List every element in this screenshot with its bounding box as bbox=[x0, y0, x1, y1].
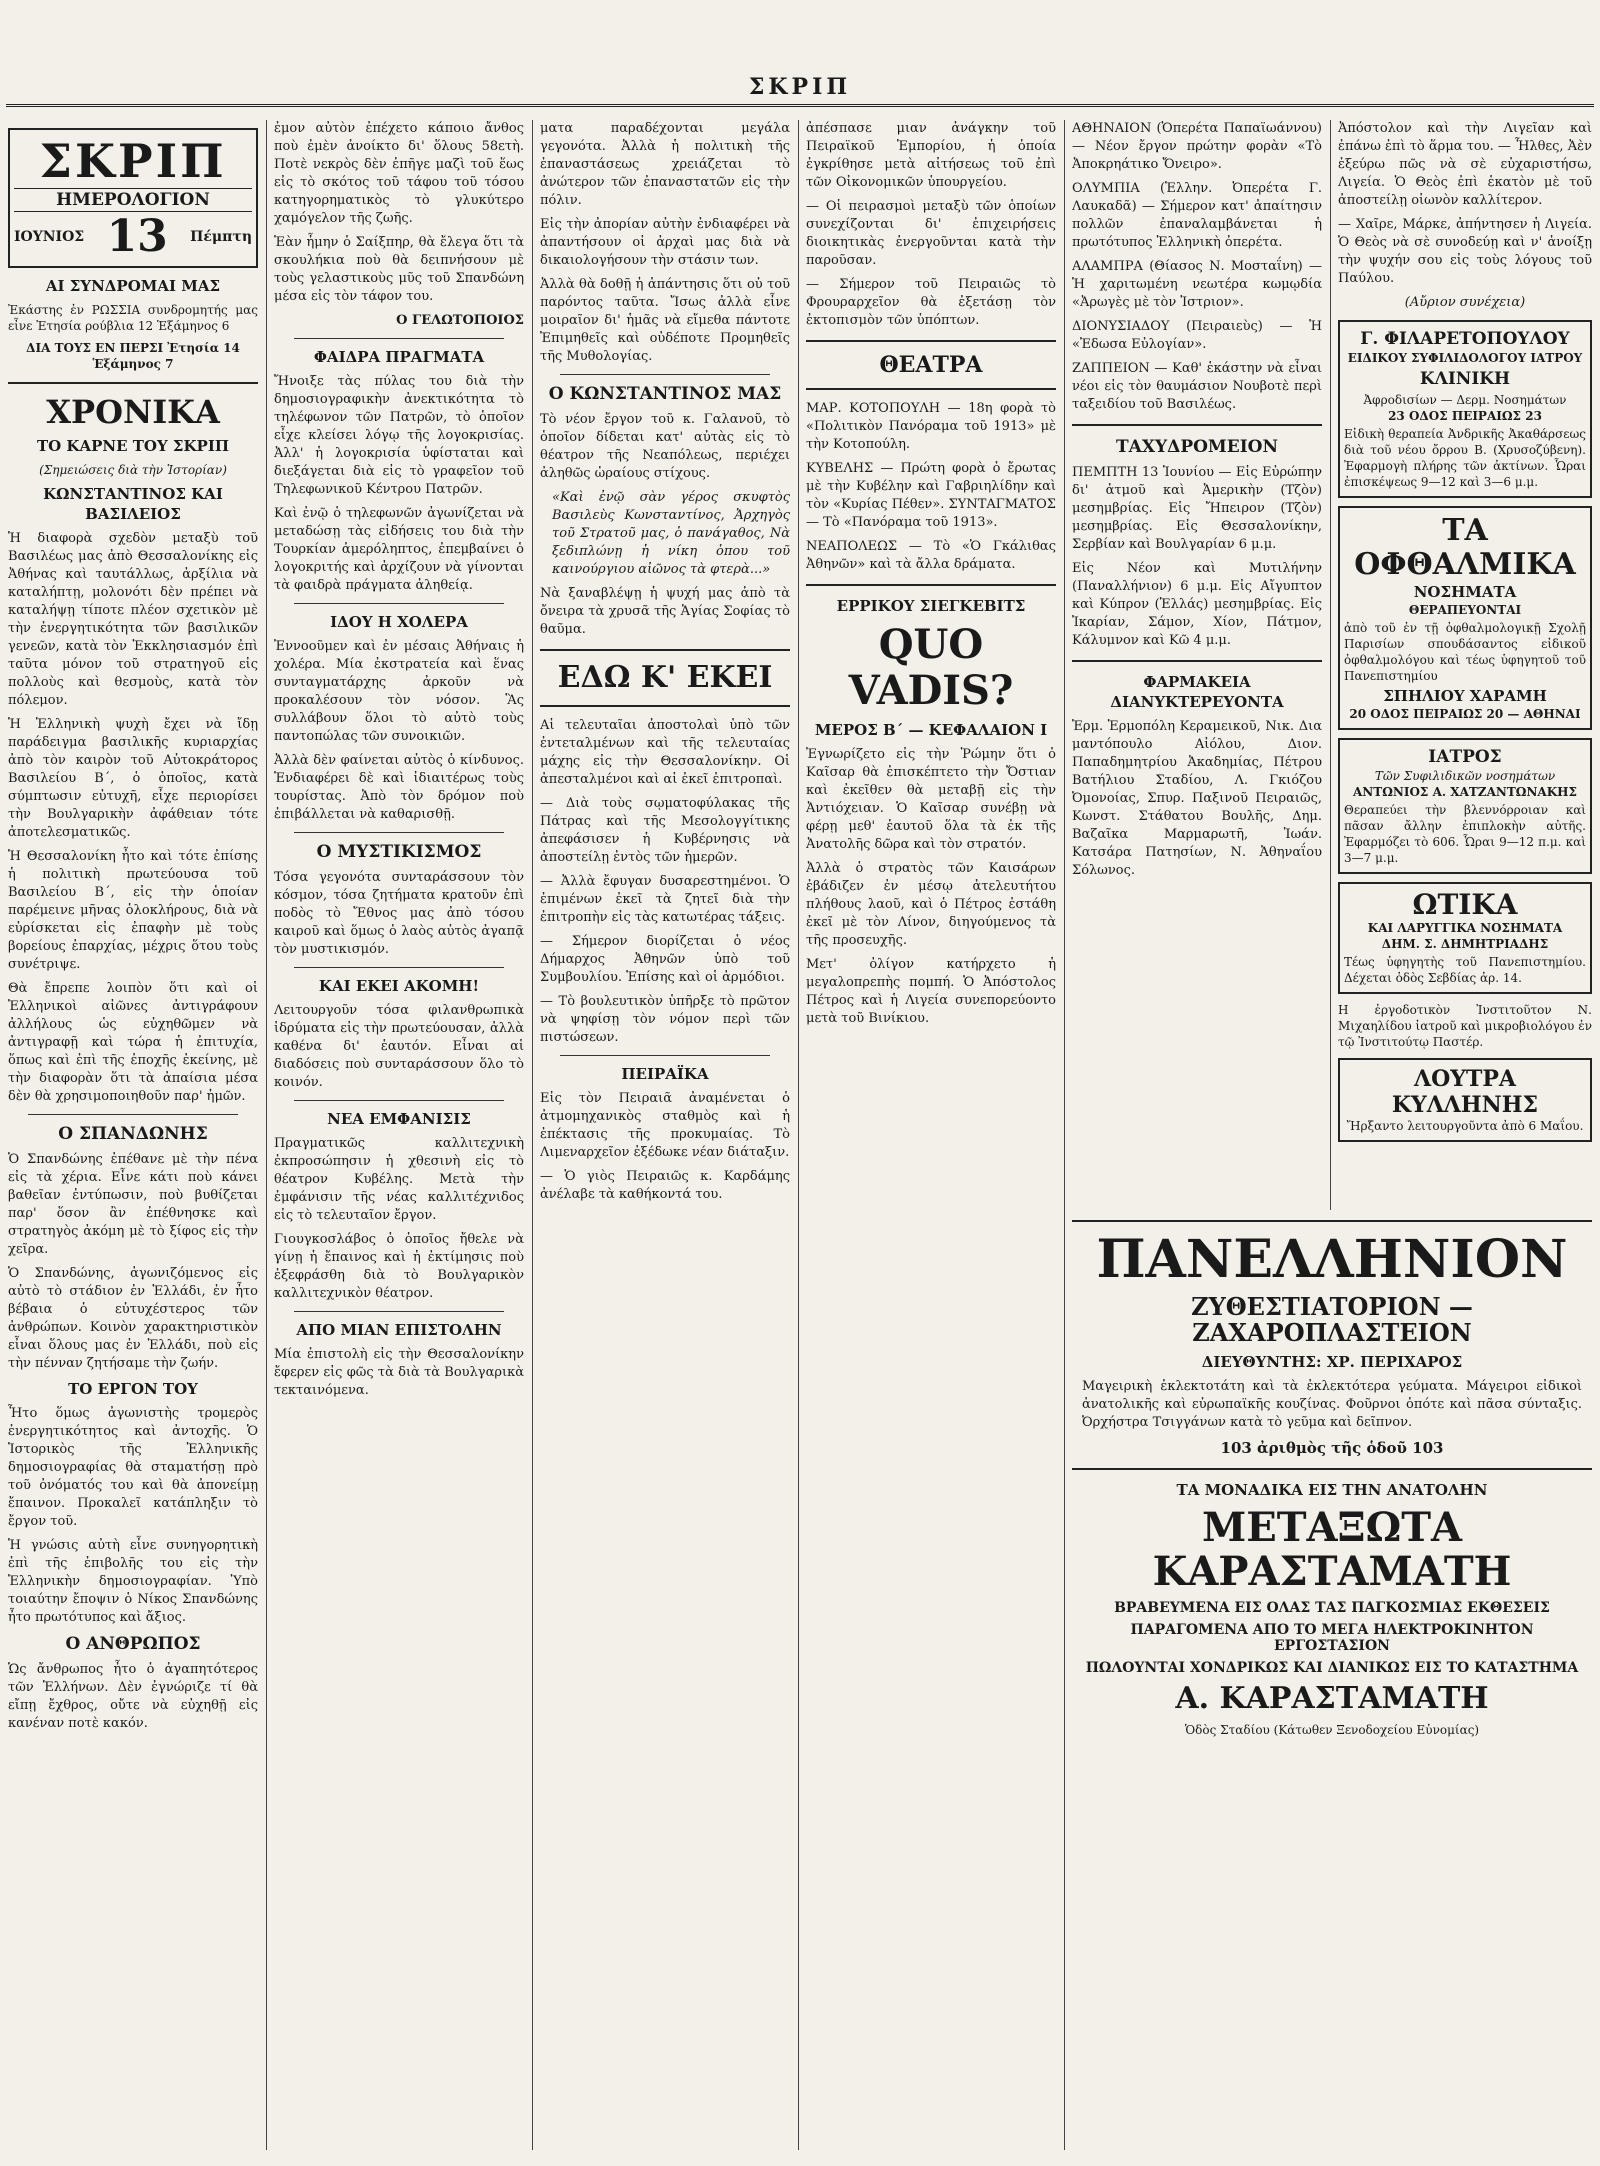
divider bbox=[294, 1311, 504, 1312]
anthropos-heading: Ο ΑΝΘΡΩΠΟΣ bbox=[65, 1634, 201, 1654]
chronika-heading: ΧΡΟΝΙΚΑ bbox=[46, 393, 220, 431]
ad-name: ΔΗΜ. Σ. ΔΗΜΗΤΡΙΑΔΗΣ bbox=[1381, 937, 1549, 951]
peiraika-heading: ΠΕΙΡΑΪΚΑ bbox=[621, 1065, 709, 1083]
column-divider bbox=[532, 120, 533, 2150]
akomi-heading: ΚΑΙ ΕΚΕΙ ΑΚΟΜΗ! bbox=[318, 977, 480, 995]
paragraph: Νὰ ξαναβλέψῃ ἡ ψυχή μας ἀπὸ τὰ ὄνειρα τὰ χρυσᾶ τῆς Ἁγίας Σοφίας τὸ θαῦμα. bbox=[540, 586, 790, 637]
paragraph: ΑΛΑΜΠΡΑ (Θίασος Ν. Μοσταΐνη) — Ἡ χαριτωμένη νεωτέρα κωμῳδία «Ἀρωγὲς μὲ τὸν Ἰστριον». bbox=[1072, 259, 1322, 310]
paragraph: Ἐὰν ἦμην ὁ Σαίξπηρ, θὰ ἔλεγα ὅτι τὰ σκουλήκια ποὺ θὰ δειπνήσουν μὲ τοὺς γελαστικοὺς μῦς τοῦ Σπανδώνη μέσα εἰς τὸν τάφον του. bbox=[274, 235, 524, 304]
paragraph: Τόσα γεγονότα συνταράσσουν τὸν κόσμον, τόσα ζητήματα κρατοῦν ἐπὶ ποδὸς τὸ Ἔθνος μας ἀπὸ τόσου καιροῦ καὶ ὅμως ὁ λαὸς αὐτὸς ἀγαπᾷ τὸν μυστικισμόν. bbox=[274, 870, 524, 957]
paragraph: Ἀπόστολον καὶ τὴν Λιγεῖαν καὶ ἐπάνω ἐπὶ τὸ ἅρμα του. — Ἦλθες, Ἀὲν ἐξεύρω πῶς νὰ σὲ εὐχαριστήσω, Λιγεία. Ὁ Θεὸς ἐπὶ ἑκατὸν μὲ τοῦ ἀποστείλῃ οἰωνὸν καλλίτερον. bbox=[1338, 121, 1592, 208]
subscriptions-abroad: ΔΙΑ ΤΟΥΣ ΕΝ ΠΕΡΣΙ Ἐτησία 14 Ἑξάμηνος 7 bbox=[26, 341, 240, 371]
quo-vadis-part: ΜΕΡΟΣ Β΄ — ΚΕΦΑΛΑΙΟΝ Ι bbox=[814, 721, 1048, 739]
karastamati-heading: ΤΑ ΜΟΝΑΔΙΚΑ ΕΙΣ ΤΗΝ ΑΝΑΤΟΛΗΝ bbox=[1176, 1481, 1488, 1499]
month: ΙΟΥΝΙΟΣ bbox=[14, 229, 85, 245]
karastamati-line3: ΠΩΛΟΥΝΤΑΙ ΧΟΝΔΡΙΚΩΣ ΚΑΙ ΔΙΑΝΙΚΩΣ ΕΙΣ ΤΟ ΚΑΤΑΣΤΗΜΑ bbox=[1085, 1660, 1579, 1676]
paper-title: ΣΚΡΙΠ bbox=[39, 134, 227, 188]
weekday: Πέμπτη bbox=[190, 229, 252, 245]
paragraph: ἀπέσπασε μιαν ἀνάγκην τοῦ Πειραϊκοῦ Ἐμπορίου, ἡ ὁποία ἐγκρίθησε μετὰ αἰτήσεως τοῦ ἐπὶ τῶν Οἰκονομικῶν ὑπουργείου. bbox=[806, 121, 1056, 190]
divider bbox=[294, 603, 504, 604]
paragraph: ἐμον αὐτὸν ἐπέχετο κάποιο ἄνθος ποὺ ἐμὲν ἀνοίκτο δι' ὅλους 58ετὴ. Ποτὲ νεκρὸς δὲν ἐπῆγε μαζὶ τοῦ ἕως εἰς τὸ σκότος τοῦ τάφου τοῦ τόσου κατηγορηματικὸς τὸ γλυκύτερο χαμόγελον τῆς ζωῆς. bbox=[274, 121, 524, 226]
ad-text: Θεραπεύει τὴν βλεννόρροιαν καὶ πᾶσαν ἄλλην ἐπιπλοκὴν αὐτῆς. Ἐφαρμόζει τὸ 606. Ὧραι 9—12 π.μ. καὶ 3—7 μ.μ. bbox=[1344, 803, 1586, 865]
paragraph: Λειτουργοῦν τόσα φιλανθρωπικὰ ἱδρύματα εἰς τὴν πρωτεύουσαν, ἀλλὰ καθένα δι' ἑαυτόν. Εἶναι αἱ διαδόσεις ποὺ συνταράσσουν ὅλο τὸ κοινόν. bbox=[274, 1003, 524, 1090]
panellinion-title: ΠΑΝΕΛΛΗΝΙΟΝ bbox=[1096, 1229, 1568, 1290]
divider bbox=[294, 967, 504, 968]
paragraph: — Τὸ βουλευτικὸν ὑπῆρξε τὸ πρῶτον νὰ ψηφίσῃ τὸν νόμον περὶ τῶν πιστώσεων. bbox=[540, 994, 790, 1045]
karastamati-sign: Α. ΚΑΡΑΣΤΑΜΑΤΗ bbox=[1175, 1681, 1489, 1716]
paragraph: Θὰ ἔπρεπε λοιπὸν ὅτι καὶ οἱ Ἑλληνικοὶ αἰῶνες ἀντιγράφουν ἀλλήλους ὡς εὐχηθῶμεν νὰ ἀντιγραφῇ καὶ τώρα ἡ ἐπιτυχία, ὅπως καὶ ἐπὶ τῆς ἐποχῆς ἐκείνης, μὲ τὴν διαφορὰν ὅτι τὰ ἀπαίσια μέσα δὲν θὰ χρησιμοποιηθοῦν παρ' ἡμῶν. bbox=[8, 981, 258, 1104]
ad-clinic: ΚΛΙΝΙΚΗ bbox=[1419, 369, 1511, 389]
panellinion-address: 103 ἀριθμὸς τῆς ὁδοῦ 103 bbox=[1220, 1439, 1444, 1457]
paragraph: Ἡ διαφορὰ σχεδὸν μεταξὺ τοῦ Βασιλέως μας ἀπὸ Θεσσαλονίκης εἰς Ἀθήνας καὶ ταυτάλλως, ἀρξίλια νὰ καταλήπτῃ, μολονότι δὲν πρέπει νὰ καταλήψῃ τίποτε πλέον σχετικὸν μὲ τὴν ἐνεργητικότητα τῶν βασιλικῶν γενεῶν, κατὰ τὸν Ἐκκλησιασμόν ἐπὶ ταῦτα μόνον τοῦ στρατηγοῦ εἰς πολλοὺς καὶ θεσμοὺς, κατὰ τὸν πόλεμον. bbox=[8, 531, 258, 708]
ad-address: 23 ΟΔΟΣ ΠΕΙΡΑΙΩΣ 23 bbox=[1388, 409, 1542, 423]
column-3 bbox=[540, 120, 790, 2150]
paragraph: Ἀλλὰ δὲν φαίνεται αὐτὸς ὁ κίνδυνος. Ἐνδιαφέρει δὲ καὶ ἰδιαιτέρως τοὺς τουρίστας. Ἀπὸ τὸν δρόμον ποὺ ἐπιβάλλεται νὰ καθαρισθῇ. bbox=[274, 753, 524, 822]
divider bbox=[806, 388, 1056, 390]
ad-filaretopoulou bbox=[1338, 320, 1592, 498]
skrip-calendar-box bbox=[8, 128, 258, 268]
paragraph: Μία ἐπιστολὴ εἰς τὴν Θεσσαλονίκην ἔφερεν εἰς φῶς τὰ διὰ τὰ Βουλγαρικὰ τεκταινόμενα. bbox=[274, 1347, 524, 1398]
paragraph: Πραγματικῶς καλλιτεχνικὴ ἐκπροσώπησιν ἡ χθεσινὴ εἰς τὸ θέατρον Κυβέλης. Μετὰ τὴν ἐμφάνισιν τῆς νέας καλλιτέχνιδος εἰς τὸ τελευταῖον ἔργον. bbox=[274, 1136, 524, 1223]
signature: Ο ΓΕΛΩΤΟΠΟΙΟΣ bbox=[396, 313, 524, 328]
paragraph: Ἑρμ. Ἑρμοπόλη Κεραμεικοῦ, Νικ. Δια μαντόπουλο Αἰόλου, Διον. Παπαδημητρίου Ἀκαδημίας, Πέτρου Βατήλιου Σταδίου, Λ. Γκιόζου Ὀμονοίας, Σπυρ. Παξινοῦ Πειραιῶς, Κωνστ. Στάθατου Βουλῆς, Δημ. Βαζαῖκα Μαρμαρωτῆ, Ἰωάν. Κατσάρα Πατησίων, Ν. Ἀθηναΐου Σόλωνος. bbox=[1072, 719, 1322, 878]
ad-sub: Τῶν Συφιλιδικῶν νοσημάτων bbox=[1374, 769, 1556, 783]
column-1 bbox=[8, 120, 258, 2150]
paragraph: Ἡ γνώσις αὐτὴ εἶνε συνηγορητικὴ ἐπὶ τῆς ἐπιβολῆς του εἰς τὴν Ἑλληνικὴν δημοσιογραφίαν. Ὑπὸ τοιαύτην ἔποψιν ὁ Νίκος Σπανδώνης ἦτο πρωτότυπος καὶ ἄξιος. bbox=[8, 1538, 258, 1625]
ad-address: 20 ΟΔΟΣ ΠΕΙΡΑΙΩΣ 20 — ΑΘΗΝΑΙ bbox=[1349, 707, 1581, 721]
nea-heading: ΝΕΑ ΕΜΦΑΝΙΣΙΣ bbox=[327, 1110, 471, 1128]
paragraph: ΔΙΟΝΥΣΙΑΔΟΥ (Πειραιεὺς) — Ἡ «Ἐδωσα Εὐλογίαν». bbox=[1072, 319, 1322, 352]
paragraph: — Σήμερον τοῦ Πειραιῶς τὸ Φρουραρχεῖον θὰ ἐξετάσῃ τὸν ἐκτοπισμὸν τῶν ὑπόπτων. bbox=[806, 277, 1056, 328]
paragraph: ΟΛΥΜΠΙΑ (Ἑλλην. Ὀπερέτα Γ. Λαυκαδᾶ) — Σήμερον κατ' ἀπαίτησιν πολλῶν ἐπαναλαμβάνεται ἡ πρωτότυπος Ἑλληνικὴ ὀπερέτα. bbox=[1072, 181, 1322, 250]
karastamati-line1: ΒΡΑΒΕΥΜΕΝΑ ΕΙΣ ΟΛΑΣ ΤΑΣ ΠΑΓΚΟΣΜΙΑΣ ΕΚΘΕΣΕΙΣ bbox=[1114, 1600, 1550, 1616]
paragraph: — Ὁ γιὸς Πειραιῶς κ. Καρδάμης ἀνέλαβε τὰ καθήκοντά του. bbox=[540, 1169, 790, 1202]
ergo-heading: ΤΟ ΕΡΓΟΝ ΤΟΥ bbox=[68, 1380, 198, 1398]
edo-kekei-heading: ΕΔΩ Κ' ΕΚΕΙ bbox=[557, 660, 773, 695]
ad-name: ΣΠΗΛΙΟΥ ΧΑΡΑΜΗ bbox=[1383, 687, 1547, 705]
ad-loutra bbox=[1338, 1058, 1592, 1142]
paragraph: — Σήμερον διορίζεται ὁ νέος Δήμαρχος Ἀθηνῶν ὑπὸ τοῦ Συμβουλίου. Ἐπίσης καὶ οἱ ἀρμόδιοι. bbox=[540, 934, 790, 985]
karastamati-address: Ὁδὸς Σταδίου (Κάτωθεν Ξενοδοχείου Εὐνομίας) bbox=[1184, 1723, 1480, 1737]
paragraph: ΚΥΒΕΛΗΣ — Πρώτη φορὰ ὁ ἔρωτας μὲ τὴν Κυβέλην καὶ Γαβριηλίδην καὶ τὸν «Κυρίας Πέθεν». ΣΥΝΤΑΓΜΑΤΟΣ — Τὸ «Πανόραμα τοῦ 1913». bbox=[806, 461, 1056, 530]
paragraph: ΜΑΡ. ΚΟΤΟΠΟΥΛΗ — 18η φορὰ τὸ «Πολιτικὸν Πανόραμα τοῦ 1913» μὲ τὴν Κοτοπούλη. bbox=[806, 401, 1056, 452]
ad-sub: ΝΟΣΗΜΑΤΑ bbox=[1413, 583, 1517, 601]
ad-name: ΑΝΤΩΝΙΟΣ Α. ΧΑΤΖΑΝΤΩΝΑΚΗΣ bbox=[1353, 785, 1577, 799]
paragraph: Μετ' ὀλίγον κατήρχετο ἡ μεγαλοπρεπὴς πομπή. Ὁ Ἀπόστολος Πέτρος καὶ ἡ Λιγεία συνεπορεύοντο μετὰ τοῦ Βινίκιου. bbox=[806, 957, 1056, 1026]
ad-sub: Ἀφροδισίων — Δερμ. Νοσημάτων bbox=[1363, 393, 1567, 407]
subscriptions-text: Ἐκάστης ἐν ΡΩΣΣΙΑ συνδρομητής μας εἶνε Ἐτησία ρούβλια 12 Ἑξάμηνος 6 bbox=[8, 303, 258, 333]
column-divider bbox=[798, 120, 799, 2150]
divider bbox=[1072, 424, 1322, 426]
bottom-ads bbox=[1072, 1210, 1592, 2150]
paragraph: Ἐννοοῦμεν καὶ ἐν μέσαις Ἀθήναις ἡ χολέρα. Μία ἐκστρατεία καὶ ἕνας συνταγματάρχης ἀρκοῦν νὰ προκαλέσουν τὸν νόσον. Ἃς συλλάβουν ὅλοι τὸ αὐτὸ τοὺς παντοπώλας τῶν συνοικιῶν. bbox=[274, 639, 524, 744]
divider bbox=[806, 340, 1056, 342]
column-divider bbox=[1064, 120, 1065, 2150]
divider bbox=[540, 649, 790, 651]
xolera-heading: ΙΔΟΥ Η ΧΟΛΕΡΑ bbox=[330, 613, 468, 631]
paragraph: ΠΕΜΠΤΗ 13 Ἰουνίου — Εἰς Εὐρώπην δι' ἀτμοῦ καὶ Ἀμερικὴν (Τζὸν) μεσημβρίας. Εἰς Ἤπειρον (Τζὸν) μεσημβρίας. Εἰς Θεσσαλονίκην, Σερβίαν καὶ Βουλγαρίαν 6 μ.μ. bbox=[1072, 465, 1322, 552]
paragraph: Ὁ Σπανδώνης, ἀγωνιζόμενος εἰς αὐτὸ τὸ στάδιον ἐν Ἑλλάδι, ἐν ἦτο βέβαια ὁ εὐτυχέστερος τῶν ἀνθρώπων. Κοινὸν χαρακτηριστικὸν εἶναι ὅλους μας ἐν Ἑλλάδι, ποὺ εἰς τὴν πένναν ζητήσαμε τὴν ζωήν. bbox=[8, 1266, 258, 1371]
paragraph: Τὸ νέον ἔργον τοῦ κ. Γαλανοῦ, τὸ ὁποῖον δίδεται κατ' αὐτὰς εἰς τὸ θέατρον τῆς Νεαπόλεως, περιέχει ἀληθῶς ὡραίους στίχους. bbox=[540, 412, 790, 481]
paragraph: Εἰς τὸν Πειραιᾶ ἀναμένεται ὁ ἀτμομηχανικὸς σταθμὸς καὶ ἡ ἐπέκτασις τῆς προκυμαίας. Τὸ Λιμεναρχεῖον ἐξέδωκε νέαν διάταξιν. bbox=[540, 1091, 790, 1160]
paragraph: Ἡ Θεσσαλονίκη ἦτο καὶ τότε ἐπίσης ἡ πολιτικὴ πρωτεύουσα τοῦ Βασιλείου Β΄, εἰς τὴν ὁποίαν παρέμεινε μῆνας ὁλοκλήρους, διὰ νὰ εὑρίσκεται εἰς ἐπαφὴν μὲ τοὺς βορείους ἐπαρχίας, μέχρις ὅτου τοὺς συνέτριψε. bbox=[8, 849, 258, 972]
divider bbox=[1072, 1468, 1592, 1470]
ad-title: ΛΟΥΤΡΑ ΚΥΛΛΗΝΗΣ bbox=[1391, 1066, 1539, 1118]
paragraph: ΝΕΑΠΟΛΕΩΣ — Τὸ «Ὁ Γκάλιθας Ἀθηνῶν» καὶ τὰ ἄλλα δράματα. bbox=[806, 539, 1056, 572]
divider bbox=[294, 1100, 504, 1101]
ad-otika bbox=[1338, 882, 1592, 994]
day-number: 13 bbox=[106, 211, 168, 262]
paragraph: Ἀλλὰ θὰ δοθῇ ἡ ἀπάντησις ὅτι οὐ τοῦ παρόντος ταῦτα. Ἴσως ἀλλὰ εἶνε μοιραῖον δι' ἡμᾶς νὰ εἴμεθα πάντοτε Ἐπιμηθεῖς καὶ οὐδέποτε Προμηθεῖς τῆς Μυθολογίας. bbox=[540, 277, 790, 364]
paragraph: Ἀλλὰ ὁ στρατὸς τῶν Καισάρων ἐβάδιζεν ἐν μέσῳ ἀτελευτήτου πλήθους λαοῦ, καὶ ὁ Πέτρος ἐστάθη ἐκεῖ μὲ τὸν Λίνον, διηγούμενος τὰ τῆς προσευχῆς. bbox=[806, 861, 1056, 948]
ad-text: Ἤρξαντο λειτουργοῦντα ἀπὸ 6 Μαΐου. bbox=[1346, 1119, 1584, 1133]
karne-subtitle: (Σημειώσεις διὰ τὴν Ἱστορίαν) bbox=[39, 463, 227, 477]
ad-name: Γ. ΦΙΛΑΡΕΤΟΠΟΥΛΟΥ bbox=[1360, 329, 1570, 349]
divider bbox=[294, 832, 504, 833]
divider bbox=[560, 1055, 770, 1056]
paragraph: Ὁ Σπανδώνης ἐπέθανε μὲ τὴν πένα εἰς τὰ χέρια. Εἶνε κάτι ποὺ κάνει βαθεῖαν ἐντύπωσιν, ποὺ βυθίζεται παρ' ὅσον ἂν ἐπέθνησκε καὶ στρατηγὸς ἀκόμη μὲ τὸ ξίφος εἰς τὴν χεῖρα. bbox=[8, 1152, 258, 1257]
divider bbox=[294, 338, 504, 339]
paragraph: Καὶ ἐνῷ ὁ τηλεφωνῶν ἀγωνίζεται νὰ μεταδώσῃ τὰς εἰδήσεις του διὰ τὴν Τουρκίαν ἀμερόληπτος, ἐπεμβαίνει ὁ λογοκριτής καὶ ἀρχίζουν νὰ γίνονται τὰ φαιδρὰ πράγματα ἀληθείᾳ. bbox=[274, 506, 524, 593]
ad-ophthalmika bbox=[1338, 506, 1592, 730]
ad-title: ΙΑΤΡΟΣ bbox=[1428, 747, 1502, 767]
column-2 bbox=[274, 120, 524, 2150]
quo-vadis-author: ΕΡΡΙΚΟΥ ΣΙΕΓΚΕΒΙΤΣ bbox=[836, 597, 1026, 615]
pharmacies-heading: ΦΑΡΜΑΚΕΙΑ ΔΙΑΝΥΚΤΕΡΕΥΟΝΤΑ bbox=[1110, 673, 1284, 711]
ad-title: ΤΑ ΟΦΘΑΛΜΙΚΑ bbox=[1354, 513, 1576, 582]
ad-institute: Η ἐργοδοτικὸν Ἰνστιτοῦτον Ν. Μιχαηλίδου ἰατροῦ καὶ μικροβιολόγου ἐν τῷ Ἰνστιτούτῳ Παστέρ. bbox=[1338, 1003, 1592, 1049]
divider bbox=[560, 374, 770, 375]
panellinion-director: ΔΙΕΥΘΥΝΤΗΣ: ΧΡ. ΠΕΡΙΧΑΡΟΣ bbox=[1201, 1353, 1463, 1371]
paragraph: Ἦτο ὅμως ἀγωνιστὴς τρομερὸς ἐνεργητικότητος καὶ ἀντοχῆς. Ὁ Ἱστορικὸς τῆς Ἑλληνικῆς δημοσιογραφίας θὰ σταματήσῃ πρὸ τοῦ ὀνόματός του καὶ θὰ ἀπονείμῃ ἔπαινον. Προκαλεῖ κατάπληξιν τὸ ἔργον τοῦ. bbox=[8, 1406, 258, 1529]
divider bbox=[28, 1114, 238, 1115]
epistoli-heading: ΑΠΟ ΜΙΑΝ ΕΠΙΣΤΟΛΗΝ bbox=[296, 1321, 502, 1339]
column-divider bbox=[266, 120, 267, 2150]
mystikismos-heading: Ο ΜΥΣΤΙΚΙΣΜΟΣ bbox=[316, 842, 482, 862]
ad-sub: ΚΑΙ ΛΑΡΥΓΓΙΚΑ ΝΟΣΗΜΑΤΑ bbox=[1367, 921, 1563, 935]
panellinion-text: Μαγειρικὴ ἐκλεκτοτάτη καὶ τὰ ἐκλεκτότερα γεύματα. Μάγειροι εἰδικοὶ ἀνατολικῆς καὶ εὐρωπαϊκῆς κουζίνας. Φοῦρνοι ὁπότε καὶ πᾶσα σύνταξις. Ὀρχήστρα Τσιγγάνων κατὰ τὸ γεῦμα καὶ δεῖπνον. bbox=[1082, 1379, 1582, 1430]
spandonis-heading: Ο ΣΠΑΝΔΩΝΗΣ bbox=[58, 1124, 208, 1144]
karne-heading: ΤΟ ΚΑΡΝΕ ΤΟΥ ΣΚΡΙΠ bbox=[36, 437, 230, 455]
paragraph: ματα παραδέχονται μεγάλα γεγονότα. Ἀλλὰ ἡ πολιτικὴ τῆς ἐπαναστάσεως χρειάζεται τὸ ἀνώτερον τῶν ἐπαναστατῶν εἰς τὴν πόλιν. bbox=[540, 121, 790, 208]
paragraph: — Χαῖρε, Μάρκε, ἀπήντησεν ἡ Λιγεία. Ὁ Θεὸς νὰ σὲ συνοδεύῃ καὶ ν' ἀνοίξῃ τὴν ψυχήν σου εἰς τοὺς λόγους τοῦ Παύλου. bbox=[1338, 217, 1592, 286]
ad-text: Τέως ὑφηγητὴς τοῦ Πανεπιστημίου. Δέχεται ὁδὸς Σεβδίας ἀρ. 14. bbox=[1344, 955, 1586, 985]
paragraph: Εἰς Νέον καὶ Μυτιλήνην (Παναλλήνιον) 6 μ.μ. Εἰς Αἴγυπτον καὶ Κύπρον (Ἑλλάς) μεσημβρίας. Εἰς Ἰκαρίαν, Σάμον, Χίον, Πάτμον, Κάλυμνον καὶ Κῶ 4 μ.μ. bbox=[1072, 561, 1322, 648]
poem: «Καὶ ἐνῷ σὰν γέρος σκυφτὸς Βασιλεὺς Κωνσταντίνος, Ἀρχηγὸς τοῦ Στρατοῦ μας, ὁ πανάγαθος, Νὰ ξεδιπλώνῃ ἡ νίκη ὁπου τοῦ καινούργιου αἰῶνος τὰ φτερὰ...» bbox=[552, 490, 790, 577]
paragraph: Ἐγνωρίζετο εἰς τὴν Ῥώμην ὅτι ὁ Καῖσαρ θὰ ἐπισκέπτετο τὴν Ὄστιαν καὶ ἐκεῖθεν θὰ μεταβῇ εἰς τὴν Ἀντιόχειαν. Ὁ Καῖσαρ συνέβῃ νὰ φέρῃ μεθ' ἑαυτοῦ ὅλα τὰ ἐκ τῆς Ἀνατολῆς δῶρα καὶ τὸν στρατόν. bbox=[806, 747, 1056, 852]
panellinion-subtitle: ΖΥΘΕΣΤΙΑΤΟΡΙΟΝ — ΖΑΧΑΡΟΠΛΑΣΤΕΙΟΝ bbox=[1191, 1292, 1473, 1347]
ad-role: ΕΙΔΙΚΟΥ ΣΥΦΙΛΙΔΟΛΟΓΟΥ ΙΑΤΡΟΥ bbox=[1347, 351, 1583, 365]
ad-title: ΩΤΙΚΑ bbox=[1412, 888, 1518, 921]
theatra-heading: ΘΕΑΤΡΑ bbox=[879, 352, 983, 378]
calendar-label: ΗΜΕΡΟΛΟΓΙΟΝ bbox=[14, 188, 252, 212]
karastamati-line2: ΠΑΡΑΓΟΜΕΝΑ ΑΠΟ ΤΟ ΜΕΓΑ ΗΛΕΚΤΡΟΚΙΝΗΤΟΝ ΕΡΓΟΣΤΑΣΙΟΝ bbox=[1130, 1622, 1534, 1654]
divider bbox=[540, 705, 790, 707]
divider bbox=[1072, 660, 1322, 662]
konstantinos-heading: Ο ΚΩΝΣΤΑΝΤΙΝΟΣ ΜΑΣ bbox=[548, 384, 782, 404]
top-rule bbox=[6, 104, 1594, 107]
page-masthead: ΣΚΡΙΠ bbox=[748, 74, 852, 100]
paragraph: Ὡς ἄνθρωπος ἦτο ὁ ἀγαπητότερος τῶν Ἑλλήνων. Δὲν ἐγνώριζε τί θὰ εἴπῃ ἔχθρος, οὔτε νὰ εὐχηθῇ εἰς κανέναν ποτὲ κακόν. bbox=[8, 1662, 258, 1731]
paragraph: Γιουγκοσλάβος ὁ ὁποῖος ἤθελε νὰ γίνῃ ἡ ἔπαινος καὶ ἡ ἐκτίμησις ποὺ ἐξεφράσθη διὰ τὸ Βουλγαρικὸν καλλιτεχνικὸν θέατρον. bbox=[274, 1232, 524, 1301]
column-4 bbox=[806, 120, 1056, 2150]
paragraph: — Ἀλλὰ ἔφυγαν δυσαρεστημένοι. Ὁ ἐπιμένων ἐκεῖ τὰ ζητεῖ διὰ τὴν ἐπιτροπὴν εἰς τὰς κατωτέρας τάξεις. bbox=[540, 874, 790, 925]
ad-cure: ΘΕΡΑΠΕΥΟΝΤΑΙ bbox=[1408, 603, 1522, 617]
paragraph: ΑΘΗΝΑΙΟΝ (Ὁπερέτα Παπαϊωάννου) — Νέον ἔργον πρώτην φορὰν «Τὸ Ἀποκρηάτικο Ὄνειρο». bbox=[1072, 121, 1322, 172]
paragraph: — Οἱ πειρασμοὶ μεταξὺ τῶν ὁποίων συνεχίζονται δι' ἐπιχειρήσεις διοικητικὰς ἐνεργοῦνται κατὰ τὴν παροῦσαν. bbox=[806, 199, 1056, 268]
paragraph: Εἰς τὴν ἀπορίαν αὐτὴν ἐνδιαφέρει νὰ ἀπαντήσουν οἱ ἀρχαὶ μας διὰ νὰ δικαιολογήσουν τὴν στάσιν των. bbox=[540, 217, 790, 268]
divider bbox=[1072, 1220, 1592, 1222]
faidra-heading: ΦΑΙΔΡΑ ΠΡΑΓΜΑΤΑ bbox=[313, 348, 485, 366]
ad-text: ἀπὸ τοῦ ἐν τῇ ὀφθαλμολογικῇ Σχολῇ Παρισίων σπουδάσαντος εἰδικοῦ ὀφθαλμολόγου καὶ τέως ὑφηγητοῦ τοῦ Πανεπιστημίου bbox=[1344, 621, 1586, 683]
date-row bbox=[14, 211, 252, 262]
paragraph: Ἤνοιξε τὰς πύλας του διὰ τὴν δημοσιογραφικὴν ἀνεκτικότητα τὸ τηλέφωνον τῶν Πατρῶν, τὸ ὁποῖον εἶχε κλείσει λόγῳ τῆς λογοκρισίας. Ἀλλ' ἡ λογοκρισία ὑφίσταται καὶ διεξάγεται διὰ εἰς τὸ γραφεῖον τοῦ Τηλεφωνικοῦ Κέντρου Πατρῶν. bbox=[274, 374, 524, 497]
divider bbox=[806, 584, 1056, 586]
subscriptions-heading: ΑΙ ΣΥΝΔΡΟΜΑΙ ΜΑΣ bbox=[45, 277, 221, 295]
paragraph: Αἱ τελευταῖαι ἀποστολαὶ ὑπὸ τῶν ἐντεταλμένων καὶ τῆς τελευταίας μάχης εἰς τὴν Θεσσαλονίκην. Οἱ ἀπεσταλμένοι καὶ αἱ ἐκεῖ ἐπιτροπαὶ. bbox=[540, 718, 790, 787]
post-heading: ΤΑΧΥΔΡΟΜΕΙΟΝ bbox=[1115, 437, 1279, 457]
karastamati-title: ΜΕΤΑΞΩΤΑ ΚΑΡΑΣΤΑΜΑΤΗ bbox=[1152, 1504, 1512, 1595]
divider bbox=[8, 382, 258, 384]
column-6 bbox=[1338, 120, 1592, 1200]
quo-vadis-title: QUO VADIS? bbox=[848, 621, 1014, 714]
paragraph: — Διὰ τοὺς σῳματοφύλακας τῆς Πάτρας καὶ τῆς Μεσολογγίτικης ἀπεφάσισεν ἡ Κυβέρνησις νὰ ἀποστείλῃ ἐντὸς τῶν ἡμερῶν. bbox=[540, 796, 790, 865]
kings-heading: ΚΩΝΣΤΑΝΤΙΝΟΣ ΚΑΙ ΒΑΣΙΛΕΙΟΣ bbox=[43, 485, 223, 523]
ad-iatros bbox=[1338, 738, 1592, 874]
paragraph: Ἡ Ἑλληνικὴ ψυχὴ ἔχει νὰ ἴδῃ παράδειγμα βασιλικῆς κυριαρχίας ἀπὸ τὸν καιρὸν τοῦ Αὐτοκράτορος Βασιλείου Β΄, ὁ ὁποῖος, κατὰ σύμπτωσιν εὐτυχῆ, εἶχε περιορίσει τὴν Βουλγαρικὴν ἀφάθειαν τότε ἀποτελεσματικῶς. bbox=[8, 717, 258, 840]
ad-text: Εἰδικὴ θεραπεία Ἀνδρικῆς Ἀκαθάρσεως διὰ τοῦ νέου ὄρρου Β. (Χρυσοζύβενη). Ἐφαρμογὴ πλήρης τῶν ἀκτίνων. Ὧραι ἐπισκέψεως 9—12 καὶ 3—6 μ.μ. bbox=[1344, 427, 1586, 489]
continued-note: (Αὔριον συνέχεια) bbox=[1404, 295, 1526, 310]
paragraph: ΖΑΠΠΕΙΟΝ — Καθ' ἑκάστην νὰ εἶναι νέοι εἰς τὸν θαυμάσιον Νουβοτὲ περὶ ταξειδίου τοῦ Βασιλέως. bbox=[1072, 361, 1322, 412]
